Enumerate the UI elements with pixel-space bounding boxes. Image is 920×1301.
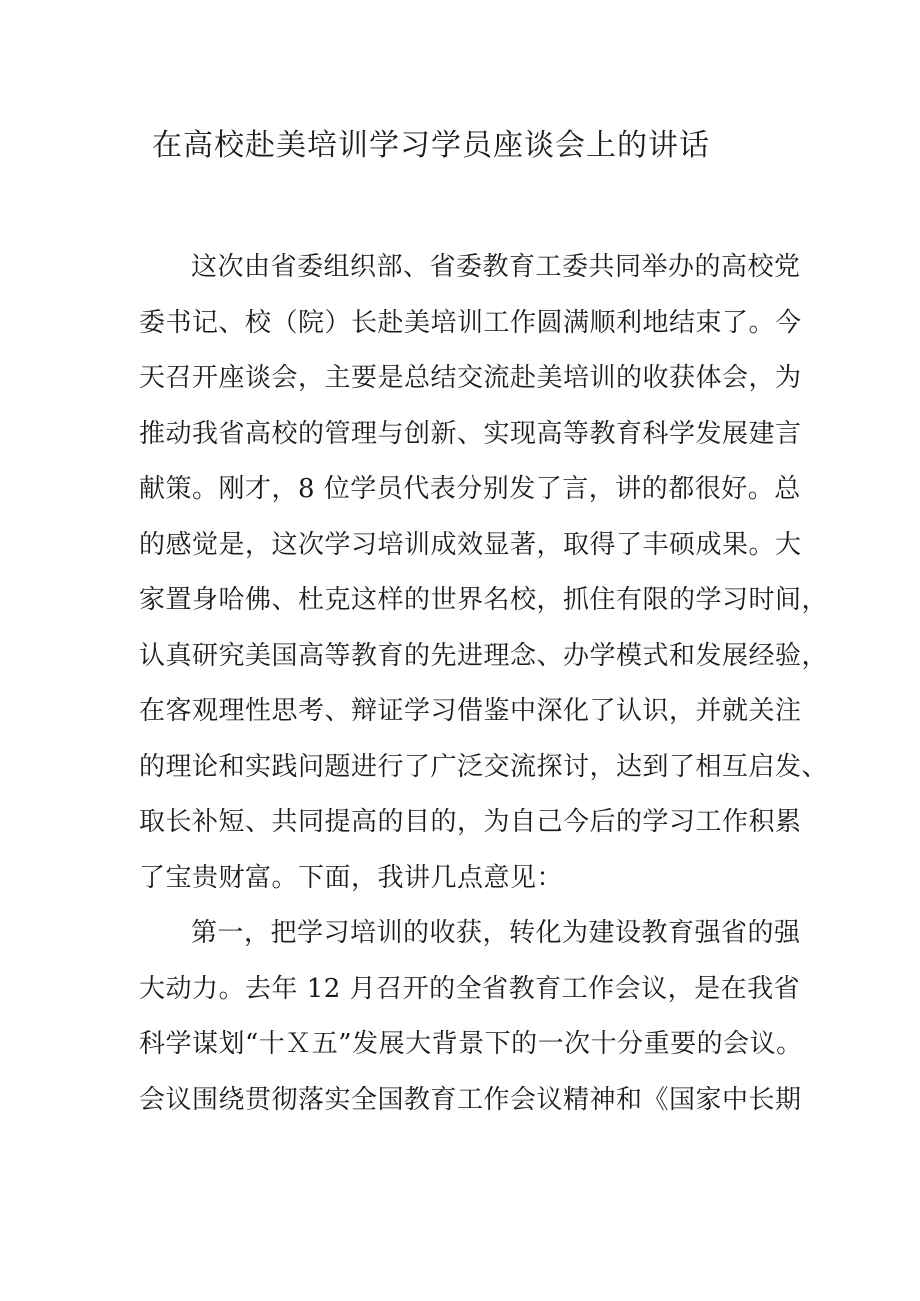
paragraph-line: 献策。刚才，8 位学员代表分别发了言，讲的都很好。总 bbox=[139, 474, 801, 504]
paragraph-line: 会议围绕贯彻落实全国教育工作会议精神和《国家中长期 bbox=[139, 1084, 802, 1115]
paragraph-line: 推动我省高校的管理与创新、实现高等教育科学发展建言 bbox=[139, 418, 802, 449]
paragraph-line: 第一，把学习培训的收获，转化为建设教育强省的强 bbox=[191, 918, 801, 948]
paragraph-line: 了宝贵财富。下面，我讲几点意见： bbox=[139, 862, 564, 893]
paragraph-line: 这次由省委组织部、省委教育工委共同举办的高校党 bbox=[191, 252, 801, 282]
paragraph-line: 取长补短、共同提高的目的，为自己今后的学习工作积累 bbox=[139, 807, 802, 837]
paragraph-line: 科学谋划“十Ｘ五”发展大背景下的一次十分重要的会议。 bbox=[139, 1029, 803, 1059]
paragraph-line: 在客观理性思考、辩证学习借鉴中深化了认识，并就关注 bbox=[139, 696, 802, 726]
paragraph-line: 大动力。去年 12 月召开的全省教育工作会议，是在我省 bbox=[139, 973, 801, 1004]
document-title: 在高校赴美培训学习学员座谈会上的讲话 bbox=[152, 128, 710, 163]
paragraph-line: 天召开座谈会，主要是总结交流赴美培训的收获体会，为 bbox=[139, 363, 802, 393]
paragraph-line: 委书记、校（院）长赴美培训工作圆满顺利地结束了。今 bbox=[139, 307, 802, 338]
paragraph-line: 的理论和实践问题进行了广泛交流探讨，达到了相互启发、 bbox=[139, 751, 829, 782]
paragraph-line: 认真研究美国高等教育的先进理念、办学模式和发展经验， bbox=[139, 640, 829, 671]
paragraph-line: 的感觉是，这次学习培训成效显著，取得了丰硕成果。大 bbox=[139, 529, 802, 560]
paragraph-line: 家置身哈佛、杜克这样的世界名校，抓住有限的学习时间， bbox=[139, 585, 829, 615]
document-body bbox=[139, 240, 829, 1128]
